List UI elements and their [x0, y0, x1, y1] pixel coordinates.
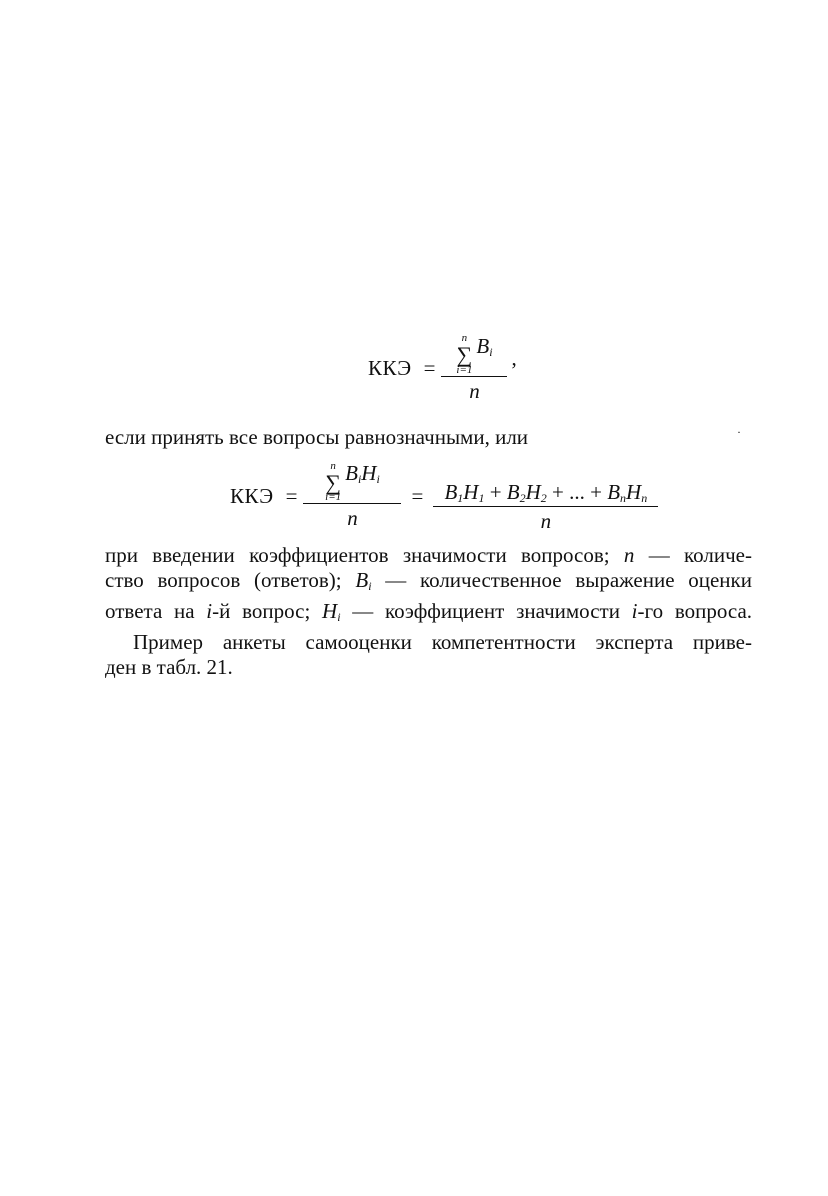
equals-sign: =: [423, 355, 436, 380]
fraction-denominator: n: [347, 506, 358, 531]
equals-sign-2: =: [411, 483, 424, 508]
trailing-comma: ,: [511, 345, 517, 370]
sum-term: $B_i$: [476, 333, 493, 359]
formula-lhs: ККЭ: [230, 483, 274, 508]
sum-upper-limit: n: [330, 459, 336, 472]
sum-operator: [456, 333, 472, 376]
text-line: ден в табл. 21.: [105, 655, 233, 679]
fraction: [441, 333, 507, 404]
text-line-equal-questions: если принять все вопросы равнозначными, или: [105, 425, 529, 449]
fraction-numerator: [456, 333, 492, 376]
sum-lower-limit: i=1: [325, 491, 342, 504]
sigma-symbol: ∑: [456, 342, 473, 367]
fraction-denominator: n: [540, 509, 552, 533]
formula-lhs: ККЭ: [368, 355, 412, 380]
fraction-right: [433, 458, 658, 534]
fraction-numerator: [325, 461, 380, 504]
fraction-denominator: n: [469, 378, 480, 403]
expanded-sum: $B_1H_1 + B_2H_2$ + ... + $B_nH_n$: [444, 480, 648, 505]
sigma-symbol: ∑: [325, 469, 341, 495]
sum-term: $B_iH_i$: [345, 461, 380, 487]
text-line: ство вопросов (ответов); $B_i$ — количественное выражение оценки: [105, 568, 752, 593]
sum-operator: [325, 461, 341, 504]
sum-lower-limit: i=1: [456, 363, 473, 376]
paragraph-definitions: [105, 543, 752, 680]
equals-sign: =: [285, 483, 298, 508]
text-line: при введении коэффициентов значимости вопросов; n — количе-: [105, 543, 752, 567]
formula-kke-weighted: [230, 458, 658, 534]
sum-upper-limit: n: [461, 332, 468, 344]
text-line: ответа на i-й вопрос; $H_i$ — коэффициент значимости i-го вопроса.: [105, 599, 753, 624]
text-line: Пример анкеты самооценки компетентности эксперта приве-: [133, 630, 752, 654]
fraction-left: [303, 461, 401, 532]
stray-mark: ·: [737, 425, 741, 439]
formula-kke-simple: [368, 333, 517, 404]
